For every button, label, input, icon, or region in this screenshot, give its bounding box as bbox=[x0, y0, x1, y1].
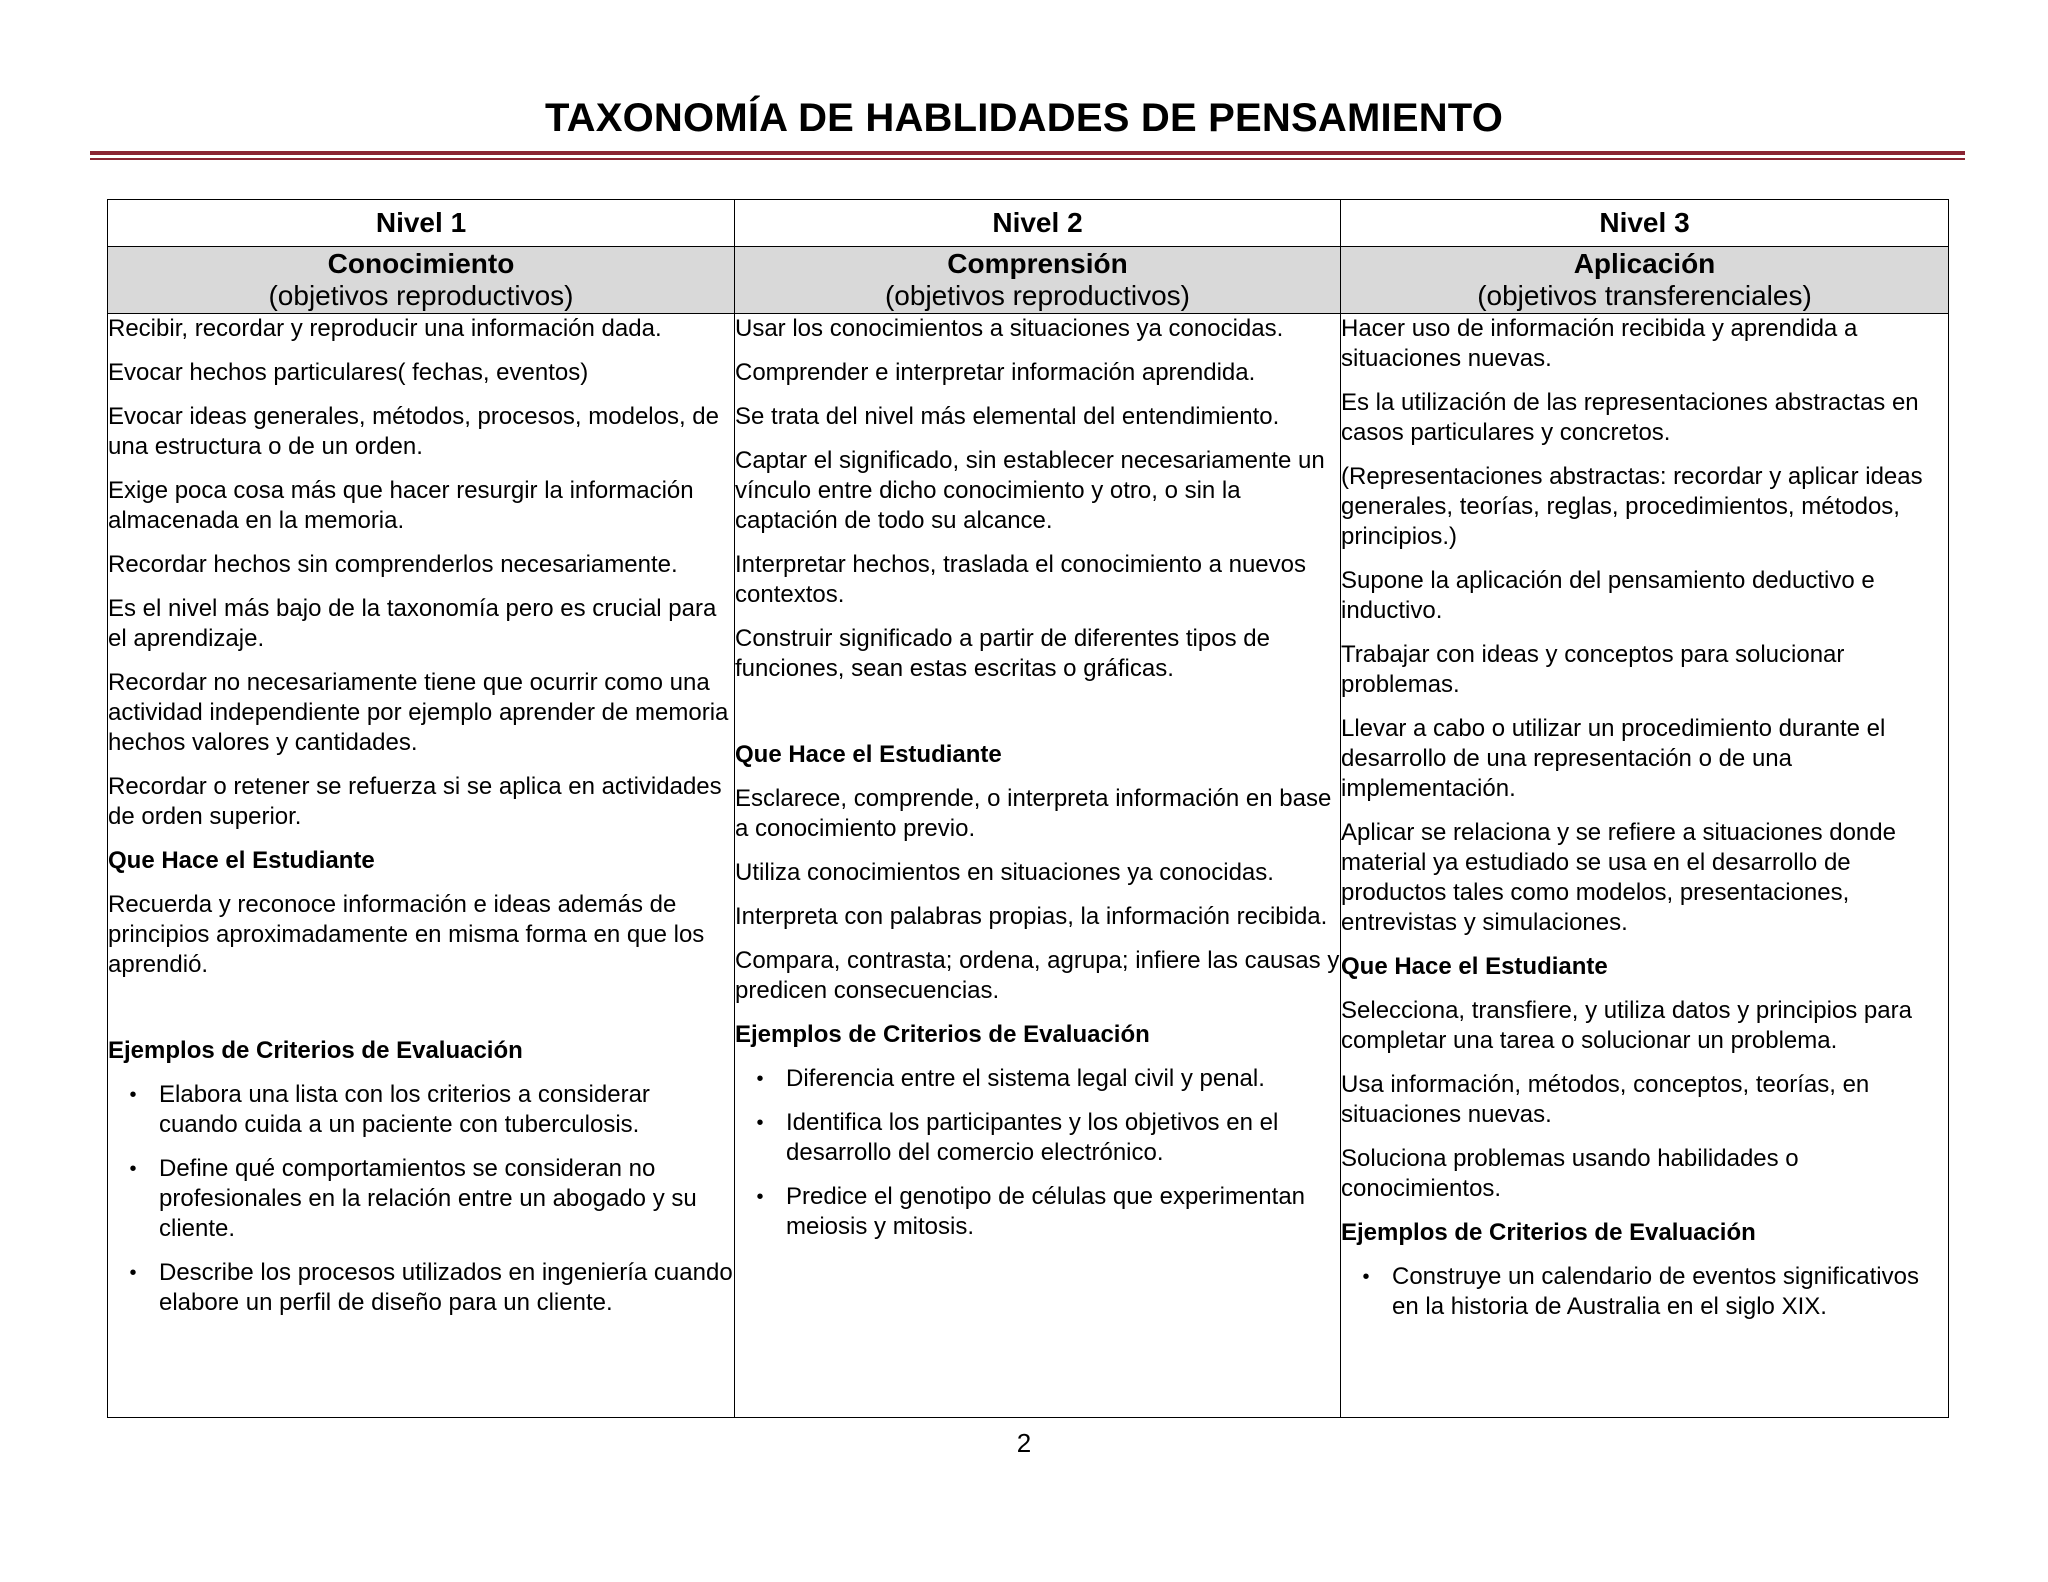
bullet-icon: • bbox=[1362, 1266, 1370, 1288]
criteria-text: Identifica los participantes y los objetivos en el desarrollo del comercio electrónico. bbox=[786, 1109, 1279, 1166]
level-3-header: Nivel 3 bbox=[1341, 200, 1949, 247]
criteria-list bbox=[735, 1064, 1340, 1242]
student-item: Soluciona problemas usando habilidades o conocimientos. bbox=[1341, 1145, 1799, 1202]
title-underline-thin bbox=[90, 158, 1965, 160]
criteria-text: Construye un calendario de eventos significativos en la historia de Australia en el siglo XIX. bbox=[1392, 1263, 1919, 1320]
student-item: Selecciona, transfiere, y utiliza datos y principios para completar una tarea o solucionar un problema. bbox=[1341, 997, 1912, 1054]
student-item: Utiliza conocimientos en situaciones ya conocidas. bbox=[735, 859, 1274, 886]
student-item: Interpreta con palabras propias, la información recibida. bbox=[735, 903, 1328, 930]
criteria-item bbox=[122, 1258, 734, 1318]
description-item: Comprender e interpretar información aprendida. bbox=[735, 359, 1256, 386]
criteria-list bbox=[1341, 1262, 1948, 1322]
criteria-item bbox=[122, 1080, 734, 1140]
level-header-row bbox=[108, 200, 1949, 247]
student-item: Compara, contrasta; ordena, agrupa; infiere las causas y predicen consecuencias. bbox=[735, 947, 1340, 1004]
criteria-item bbox=[1355, 1262, 1948, 1322]
description-item: Hacer uso de información recibida y aprendida a situaciones nuevas. bbox=[1341, 315, 1858, 372]
criteria-text: Define qué comportamientos se consideran no profesionales en la relación entre un abogado y su cliente. bbox=[159, 1155, 697, 1242]
description-item: (Representaciones abstractas: recordar y aplicar ideas generales, teorías, reglas, procedimientos, métodos, principios.) bbox=[1341, 463, 1923, 550]
criteria-text: Elabora una lista con los criterios a considerar cuando cuida a un paciente con tuberculosis. bbox=[159, 1081, 650, 1138]
category-name: Conocimiento bbox=[327, 248, 515, 279]
bullet-icon: • bbox=[129, 1262, 137, 1284]
bullet-icon: • bbox=[756, 1112, 764, 1134]
category-subtitle: (objetivos reproductivos) bbox=[884, 280, 1191, 311]
criteria-text: Diferencia entre el sistema legal civil y penal. bbox=[786, 1065, 1265, 1092]
description-item: Usar los conocimientos a situaciones ya conocidas. bbox=[735, 315, 1284, 342]
bullet-icon: • bbox=[756, 1068, 764, 1090]
student-item: Esclarece, comprende, o interpreta información en base a conocimiento previo. bbox=[735, 785, 1332, 842]
criteria-text: Describe los procesos utilizados en ingeniería cuando elabore un perfil de diseño para un cliente. bbox=[159, 1259, 733, 1316]
criteria-item bbox=[749, 1182, 1340, 1242]
level-2-header: Nivel 2 bbox=[735, 200, 1341, 247]
student-heading: Que Hace el Estudiante bbox=[108, 847, 375, 874]
criteria-list bbox=[108, 1080, 734, 1318]
level-1-header: Nivel 1 bbox=[108, 200, 735, 247]
category-name: Aplicación bbox=[1573, 248, 1716, 279]
criteria-heading: Ejemplos de Criterios de Evaluación bbox=[108, 1037, 523, 1064]
description-item: Captar el significado, sin establecer necesariamente un vínculo entre dicho conocimiento y otro, o sin la captación de todo su alcance. bbox=[735, 447, 1325, 534]
bullet-icon: • bbox=[756, 1186, 764, 1208]
level-2-content bbox=[735, 314, 1341, 1418]
category-header-application bbox=[1341, 247, 1949, 314]
description-item: Supone la aplicación del pensamiento deductivo e inductivo. bbox=[1341, 567, 1875, 624]
criteria-item bbox=[749, 1064, 1340, 1094]
description-item: Recibir, recordar y reproducir una información dada. bbox=[108, 315, 662, 342]
student-item: Recuerda y reconoce información e ideas además de principios aproximadamente en misma forma en que los aprendió. bbox=[108, 891, 705, 978]
category-subtitle: (objetivos reproductivos) bbox=[268, 280, 574, 311]
student-heading: Que Hace el Estudiante bbox=[1341, 953, 1608, 980]
student-item: Usa información, métodos, conceptos, teorías, en situaciones nuevas. bbox=[1341, 1071, 1870, 1128]
criteria-item bbox=[122, 1154, 734, 1244]
description-item: Es el nivel más bajo de la taxonomía pero es crucial para el aprendizaje. bbox=[108, 595, 717, 652]
level-3-content bbox=[1341, 314, 1949, 1418]
description-item: Evocar ideas generales, métodos, procesos, modelos, de una estructura o de un orden. bbox=[108, 403, 720, 460]
category-subtitle: (objetivos transferenciales) bbox=[1477, 280, 1812, 311]
title-underline-thick bbox=[90, 151, 1965, 155]
content-row bbox=[108, 314, 1949, 1418]
description-item: Interpretar hechos, traslada el conocimiento a nuevos contextos. bbox=[735, 551, 1306, 608]
page-title: TAXONOMÍA DE HABLIDADES DE PENSAMIENTO bbox=[544, 96, 1504, 140]
level-1-content bbox=[108, 314, 735, 1418]
criteria-heading: Ejemplos de Criterios de Evaluación bbox=[1341, 1219, 1756, 1246]
description-item: Evocar hechos particulares( fechas, eventos) bbox=[108, 359, 589, 386]
description-item: Aplicar se relaciona y se refiere a situaciones donde material ya estudiado se usa en el desarrollo de productos tales como modelos, presentaciones, entrevistas y simulaciones. bbox=[1341, 819, 1896, 936]
category-name: Comprensión bbox=[947, 248, 1128, 279]
page-number: 2 bbox=[1016, 1428, 1032, 1458]
description-item: Trabajar con ideas y conceptos para solucionar problemas. bbox=[1341, 641, 1845, 698]
criteria-item bbox=[749, 1108, 1340, 1168]
description-item: Llevar a cabo o utilizar un procedimiento durante el desarrollo de una representación o de una implementación. bbox=[1341, 715, 1886, 802]
description-item: Exige poca cosa más que hacer resurgir la información almacenada en la memoria. bbox=[108, 477, 694, 534]
description-item: Se trata del nivel más elemental del entendimiento. bbox=[735, 403, 1280, 430]
bullet-icon: • bbox=[129, 1158, 137, 1180]
category-header-row bbox=[108, 247, 1949, 314]
description-item: Es la utilización de las representaciones abstractas en casos particulares y concretos. bbox=[1341, 389, 1919, 446]
taxonomy-table bbox=[107, 199, 1949, 1418]
description-item: Recordar o retener se refuerza si se aplica en actividades de orden superior. bbox=[108, 773, 722, 830]
description-item: Construir significado a partir de diferentes tipos de funciones, sean estas escritas o gráficas. bbox=[735, 625, 1270, 682]
criteria-text: Predice el genotipo de células que experimentan meiosis y mitosis. bbox=[786, 1183, 1306, 1240]
student-heading: Que Hace el Estudiante bbox=[735, 741, 1002, 768]
description-item: Recordar hechos sin comprenderlos necesariamente. bbox=[108, 551, 678, 578]
category-header-comprehension bbox=[735, 247, 1341, 314]
description-item: Recordar no necesariamente tiene que ocurrir como una actividad independiente por ejemplo aprender de memoria hechos valores y cantidades. bbox=[108, 669, 729, 756]
category-header-knowledge bbox=[108, 247, 735, 314]
bullet-icon: • bbox=[129, 1084, 137, 1106]
criteria-heading: Ejemplos de Criterios de Evaluación bbox=[735, 1021, 1150, 1048]
